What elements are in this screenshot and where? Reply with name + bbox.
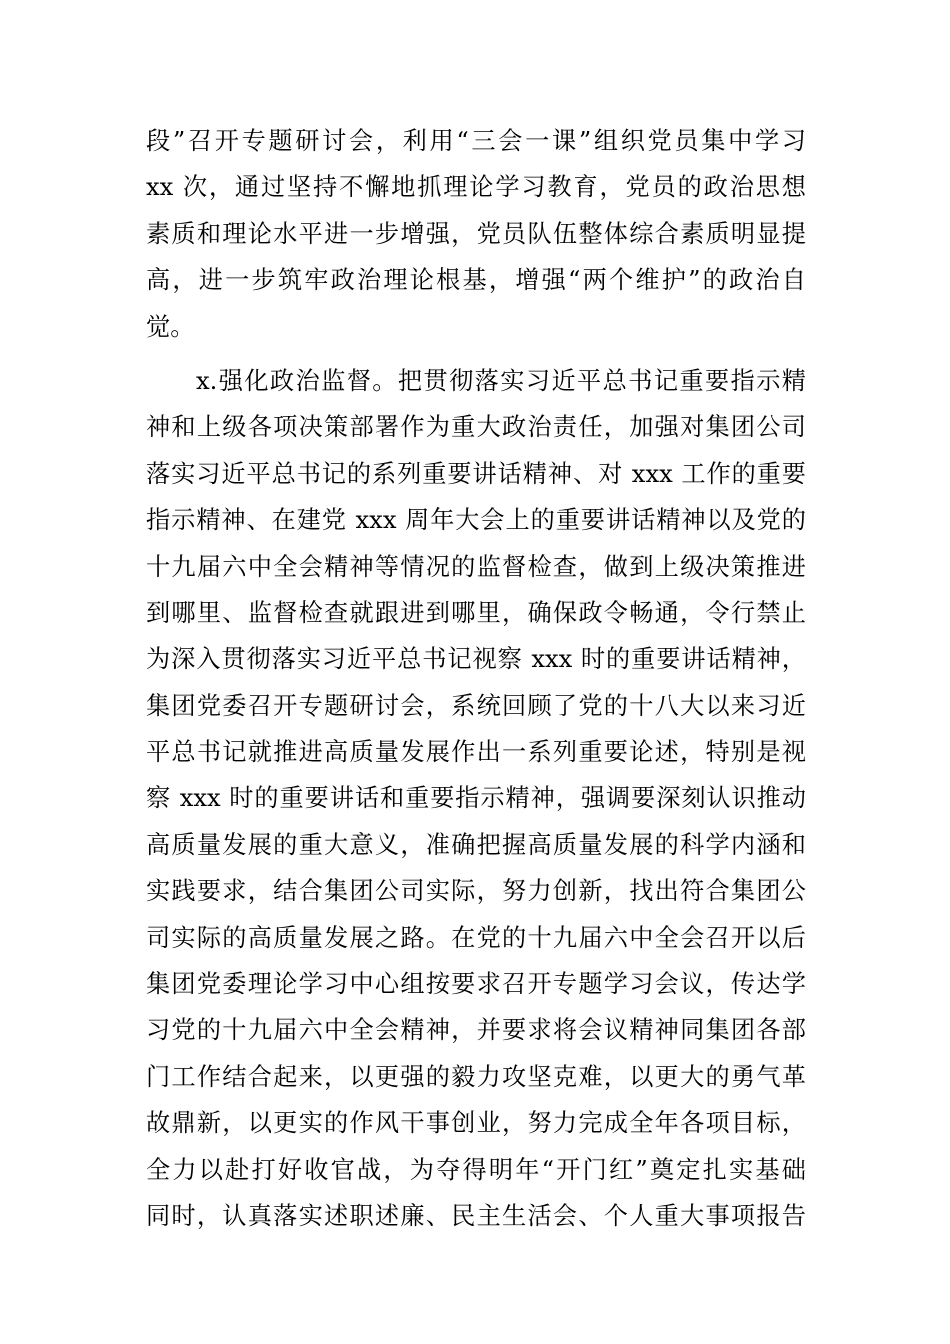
paragraph-line: xx 次，通过坚持不懈地抓理论学习教育，党员的政治思想: [146, 173, 806, 202]
paragraph-line: 同时，认真落实述职述廉、民主生活会、个人重大事项报告: [146, 1201, 806, 1230]
paragraph-line: 察 xxx 时的重要讲话和重要指示精神，强调要深刻认识推动: [146, 784, 806, 813]
paragraph-line: 习党的十九届六中全会精神，并要求将会议精神同集团各部: [146, 1016, 806, 1045]
document-body: [146, 118, 806, 1239]
paragraph-line: 到哪里、监督检查就跟进到哪里，确保政令畅通，令行禁止: [146, 598, 806, 627]
paragraph-line: 觉。: [146, 312, 195, 341]
paragraph-line: 高，进一步筑牢政治理论根基，增强“两个维护”的政治自: [146, 266, 806, 295]
paragraph-line: 集团党委理论学习中心组按要求召开专题学习会议，传达学: [146, 970, 806, 999]
paragraph-line: 落实习近平总书记的系列重要讲话精神、对 xxx 工作的重要: [146, 459, 806, 488]
paragraph-line: 全力以赴打好收官战，为夺得明年“开门红”奠定扎实基础: [146, 1155, 806, 1184]
paragraph-2: [146, 358, 806, 1239]
paragraph-line: 高质量发展的重大意义，准确把握高质量发展的科学内涵和: [146, 830, 806, 859]
paragraph-line: 集团党委召开专题研讨会，系统回顾了党的十八大以来习近: [146, 691, 806, 720]
paragraph-line: 司实际的高质量发展之路。在党的十九届六中全会召开以后: [146, 923, 806, 952]
paragraph-line: 实践要求，结合集团公司实际，努力创新，找出符合集团公: [146, 877, 806, 906]
paragraph-line: x.强化政治监督。把贯彻落实习近平总书记重要指示精: [196, 366, 806, 395]
paragraph-line: 故鼎新，以更实的作风干事创业，努力完成全年各项目标，: [146, 1109, 806, 1138]
paragraph-line: 段”召开专题研讨会，利用“三会一课”组织党员集中学习: [146, 127, 806, 155]
paragraph-line: 指示精神、在建党 xxx 周年大会上的重要讲话精神以及党的: [146, 506, 806, 535]
paragraph-1: [146, 118, 806, 350]
paragraph-line: 素质和理论水平进一步增强，党员队伍整体综合素质明显提: [146, 219, 806, 248]
paragraph-line: 平总书记就推进高质量发展作出一系列重要论述，特别是视: [146, 738, 806, 767]
paragraph-line: 神和上级各项决策部署作为重大政治责任，加强对集团公司: [146, 413, 806, 442]
paragraph-line: 门工作结合起来，以更强的毅力攻坚克难，以更大的勇气革: [146, 1062, 806, 1091]
paragraph-line: 为深入贯彻落实习近平总书记视察 xxx 时的重要讲话精神，: [146, 645, 806, 674]
paragraph-line: 十九届六中全会精神等情况的监督检查，做到上级决策推进: [146, 552, 806, 581]
paragraph-gap: [146, 350, 806, 358]
